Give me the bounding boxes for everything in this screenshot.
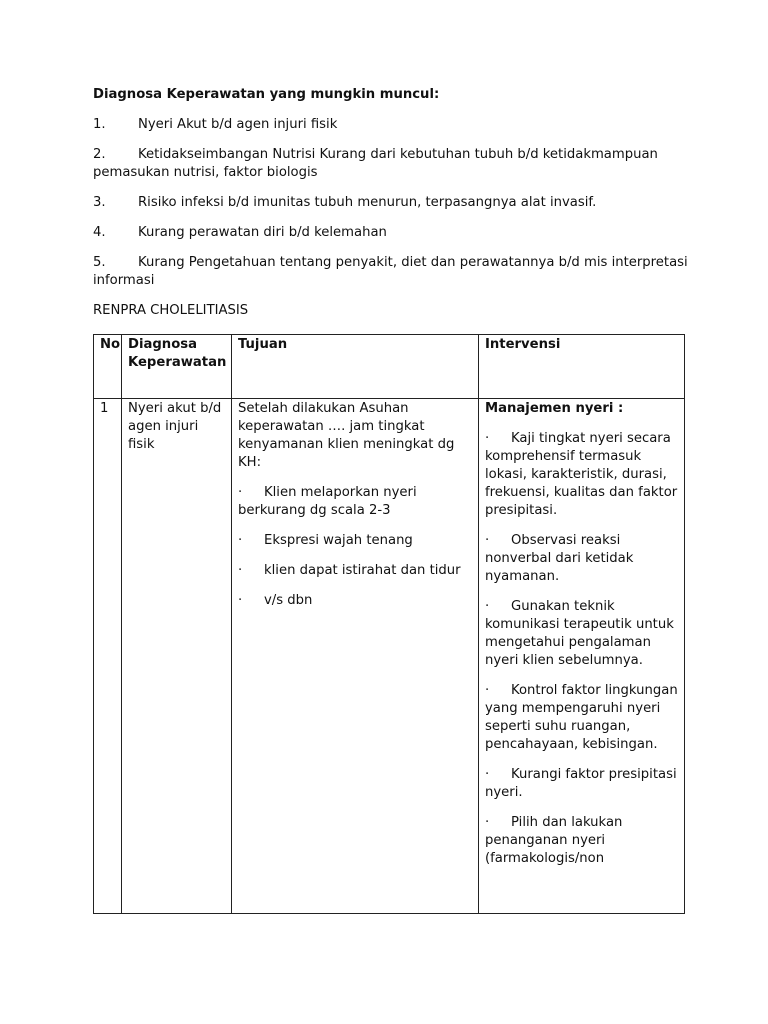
cell-intervensi [479,399,685,914]
header-intervensi: Intervensi [479,335,685,399]
diagnosis-text: Kurang Pengetahuan tentang penyakit, diet dan perawatannya b/d mis interpretasi informasi [93,255,688,288]
header-no: No [94,335,122,399]
bullet-icon: · [485,431,490,446]
cell-tujuan [232,399,479,914]
diagnosis-text: Ketidakseimbangan Nutrisi Kurang dari kebutuhan tubuh b/d ketidakmampuan pemasukan nutrisi, faktor biologis [93,147,658,180]
diagnosis-item [93,146,693,182]
intervensi-item-text: Gunakan teknik komunikasi terapeutik untuk mengetahui pengalaman nyeri klien sebelumnya. [485,599,674,668]
bullet-icon: · [238,533,243,548]
document-heading: Diagnosa Keperawatan yang mungkin muncul: [93,87,440,102]
table-row [94,399,685,914]
table-header-row [94,335,685,399]
intervensi-item-text: Kaji tingkat nyeri secara komprehensif termasuk lokasi, karakteristik, durasi, frekuensi, kualitas dan faktor presipitasi. [485,431,678,518]
document-page [93,86,693,914]
intervensi-item [485,814,678,868]
diagnosis-item [93,194,693,212]
care-plan-table [93,334,685,914]
intervensi-title: Manajemen nyeri : [485,401,624,416]
diagnosis-number: 2. [93,147,106,162]
diagnosis-number: 5. [93,255,106,270]
diagnosis-item [93,116,693,134]
diagnosis-number: 4. [93,225,106,240]
intervensi-item [485,598,678,670]
bullet-icon: · [485,767,490,782]
bullet-icon: · [485,599,490,614]
intervensi-item-text: Pilih dan lakukan penanganan nyeri (farmakologis/non [485,815,623,866]
diagnosis-text: Nyeri Akut b/d agen injuri fisik [138,117,338,132]
tujuan-item-text: klien dapat istirahat dan tidur [264,563,461,578]
bullet-icon: · [485,815,490,830]
tujuan-item-text: Klien melaporkan nyeri berkurang dg scala 2-3 [238,485,417,518]
bullet-icon: · [485,683,490,698]
header-tujuan: Tujuan [232,335,479,399]
tujuan-item [238,484,472,520]
bullet-icon: · [238,485,243,500]
intervensi-item [485,430,678,520]
header-diagnosa: Diagnosa Keperawatan [122,335,232,399]
tujuan-intro: Setelah dilakukan Asuhan keperawatan …. jam tingkat kenyamanan klien meningkat dg KH: [238,401,455,470]
intervensi-item-text: Kontrol faktor lingkungan yang mempengaruhi nyeri seperti suhu ruangan, pencahayaan, kebisingan. [485,683,678,752]
intervensi-item [485,532,678,586]
bullet-icon: · [485,533,490,548]
intervensi-item [485,682,678,754]
intervensi-item-text: Observasi reaksi nonverbal dari ketidak nyamanan. [485,533,634,584]
diagnosis-item [93,224,693,242]
intervensi-item [485,766,678,802]
cell-no: 1 [94,399,122,914]
cell-diagnosa: Nyeri akut b/d agen injuri fisik [122,399,232,914]
diagnosis-number: 3. [93,195,106,210]
diagnosis-item [93,254,693,290]
tujuan-item-text: Ekspresi wajah tenang [264,533,413,548]
tujuan-item [238,592,472,610]
intervensi-item-text: Kurangi faktor presipitasi nyeri. [485,767,677,800]
bullet-icon: · [238,563,243,578]
tujuan-item [238,532,472,550]
diagnosis-text: Kurang perawatan diri b/d kelemahan [138,225,387,240]
tujuan-item-text: v/s dbn [264,593,313,608]
diagnosis-text: Risiko infeksi b/d imunitas tubuh menurun, terpasangnya alat invasif. [138,195,597,210]
diagnosis-number: 1. [93,117,106,132]
bullet-icon: · [238,593,243,608]
section-title: RENPRA CHOLELITIASIS [93,303,249,318]
tujuan-item [238,562,472,580]
